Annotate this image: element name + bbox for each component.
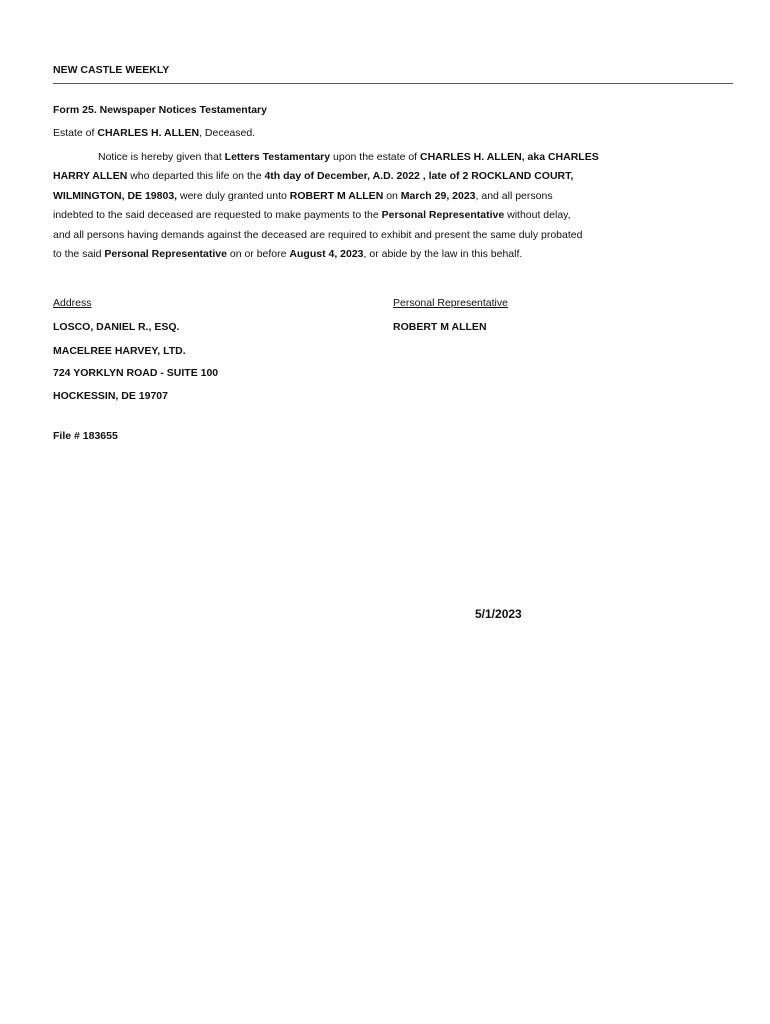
- letters-testamentary: Letters Testamentary: [224, 151, 331, 163]
- header-divider: [53, 83, 733, 84]
- notice-line-6: [53, 245, 653, 264]
- decedent-name: CHARLES H. ALLEN: [97, 127, 200, 139]
- notice-text: Notice is hereby given that: [98, 151, 225, 163]
- notice-text: indebted to the said deceased are requested to make payments to the: [53, 209, 382, 222]
- notice-date: 5/1/2023: [475, 607, 522, 621]
- claims-deadline: August 4, 2023: [289, 247, 364, 260]
- notice-text: upon the estate of: [330, 151, 420, 163]
- notice-line-1: [53, 148, 653, 167]
- notice-text: , or abide by the law in this behalf.: [363, 247, 523, 260]
- attorney-name: LOSCO, DANIEL R., ESQ.: [53, 321, 180, 333]
- notice-text: on or before: [226, 247, 290, 260]
- form-title: Form 25. Newspaper Notices Testamentary: [53, 104, 267, 116]
- residence-city: WILMINGTON, DE 19803,: [53, 189, 178, 202]
- representative-name-inline: ROBERT M ALLEN: [289, 189, 384, 202]
- representative-name: ROBERT M ALLEN: [393, 321, 487, 333]
- city-state-zip: HOCKESSIN, DE 19707: [53, 390, 168, 402]
- notice-paragraph: [53, 148, 653, 264]
- representative-heading: Personal Representative: [393, 297, 508, 309]
- notice-line-4: [53, 206, 653, 225]
- personal-representative-term: Personal Representative: [381, 209, 505, 222]
- personal-representative-term: Personal Representative: [104, 247, 227, 260]
- notice-text: without delay,: [504, 209, 571, 222]
- publication-header: NEW CASTLE WEEKLY: [53, 64, 170, 76]
- notice-text: to the said: [53, 247, 105, 260]
- notice-text: on: [383, 189, 401, 202]
- death-date-residence: 4th day of December, A.D. 2022 , late of 2 ROCKLAND COURT,: [264, 170, 574, 183]
- notice-line-3: [53, 187, 653, 206]
- notice-line-2: [53, 167, 653, 186]
- notice-text: who departed this life on the: [127, 170, 265, 183]
- address-heading: Address: [53, 297, 92, 309]
- estate-prefix: Estate of: [53, 127, 98, 139]
- notice-text: , and all persons: [475, 189, 553, 202]
- street-address: 724 YORKLYN ROAD - SUITE 100: [53, 367, 219, 379]
- file-number: File # 183655: [53, 430, 118, 442]
- notice-line-5: and all persons having demands against the deceased are required to exhibit and present the same duly probated: [53, 228, 583, 241]
- notice-text: were duly granted unto: [177, 189, 290, 202]
- estate-line: [53, 127, 255, 139]
- decedent-name-aka: CHARLES H. ALLEN, aka CHARLES: [420, 151, 599, 163]
- estate-suffix: , Deceased.: [199, 127, 256, 139]
- law-firm: MACELREE HARVEY, LTD.: [53, 345, 186, 357]
- grant-date: March 29, 2023: [400, 189, 476, 202]
- decedent-aka-continued: HARRY ALLEN: [53, 170, 128, 183]
